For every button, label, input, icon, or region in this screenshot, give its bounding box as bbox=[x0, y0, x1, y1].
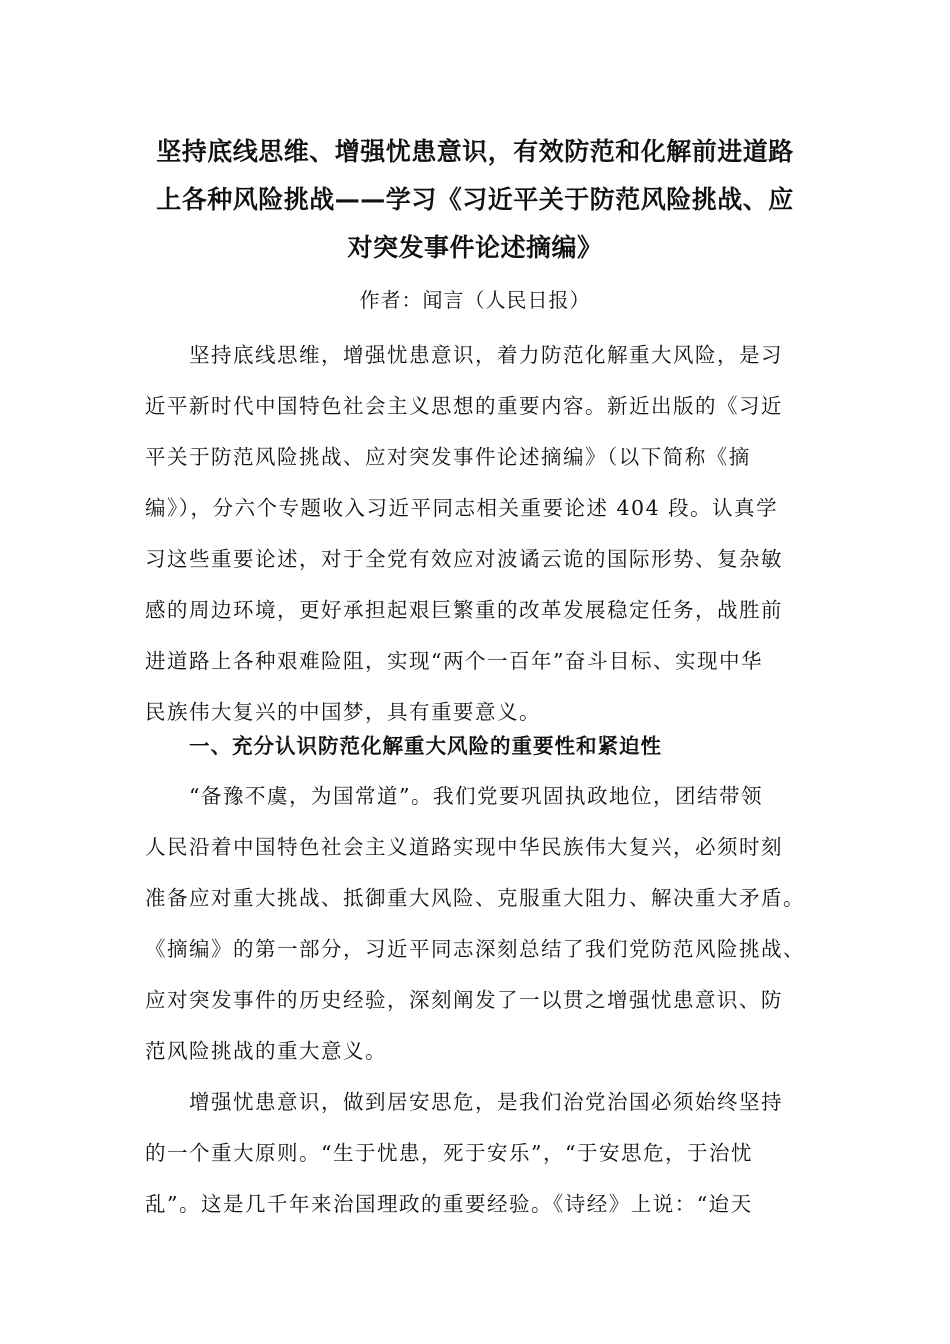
text-line: 应对突发事件的历史经验，深刻阐发了一以贯之增强忧患意识、防 bbox=[145, 988, 783, 1012]
title-line: 坚持底线思维、增强忧患意识，有效防范和化解前进道路 bbox=[156, 137, 794, 166]
title-line: 对突发事件论述摘编》 bbox=[347, 233, 603, 262]
text-line: 进道路上各种艰难险阻，实现“两个一百年”奋斗目标、实现中华 bbox=[145, 649, 763, 673]
text-line: 感的周边环境，更好承担起艰巨繁重的改革发展稳定任务，战胜前 bbox=[145, 598, 783, 622]
text-line: 增强忧患意识，做到居安思危，是我们治党治国必须始终坚持 bbox=[189, 1090, 783, 1114]
title-line: 上各种风险挑战——学习《习近平关于防范风险挑战、应 bbox=[156, 185, 794, 214]
text-line: 的一个重大原则。“生于忧患，死于安乐”，“于安思危，于治忧 bbox=[145, 1141, 753, 1165]
text-line: 乱”。这是几千年来治国理政的重要经验。《诗经》上说：“迨天 bbox=[145, 1192, 753, 1216]
document-title bbox=[140, 128, 810, 272]
section-heading-text: 一、充分认识防范化解重大风险的重要性和紧迫性 bbox=[189, 734, 662, 758]
paragraph-intro bbox=[145, 330, 825, 738]
paragraph-vigilance bbox=[145, 1077, 825, 1230]
text-line: 范风险挑战的重大意义。 bbox=[145, 1039, 387, 1063]
section-heading bbox=[145, 726, 825, 766]
text-line: 民族伟大复兴的中国梦，具有重要意义。 bbox=[145, 700, 541, 724]
text-line: 《摘编》的第一部分，习近平同志深刻总结了我们党防范风险挑战、 bbox=[145, 937, 805, 961]
text-line: “备豫不虞，为国常道”。我们党要巩固执政地位，团结带领 bbox=[189, 784, 763, 808]
text-line: 准备应对重大挑战、抵御重大风险、克服重大阻力、解决重大矛盾。 bbox=[145, 886, 805, 910]
paragraph-section1 bbox=[145, 771, 825, 1077]
text-line: 习这些重要论述，对于全党有效应对波谲云诡的国际形势、复杂敏 bbox=[145, 547, 783, 571]
text-line: 平关于防范风险挑战、应对突发事件论述摘编》（以下简称《摘 bbox=[145, 445, 751, 469]
text-line: 近平新时代中国特色社会主义思想的重要内容。新近出版的《习近 bbox=[145, 394, 783, 418]
text-line: 人民沿着中国特色社会主义道路实现中华民族伟大复兴，必须时刻 bbox=[145, 835, 783, 859]
text-line: 坚持底线思维，增强忧患意识，着力防范化解重大风险，是习 bbox=[189, 343, 783, 367]
text-line: 编》），分六个专题收入习近平同志相关重要论述 404 段。认真学 bbox=[145, 496, 779, 520]
author-line: 作者：闻言（人民日报） bbox=[359, 288, 591, 312]
